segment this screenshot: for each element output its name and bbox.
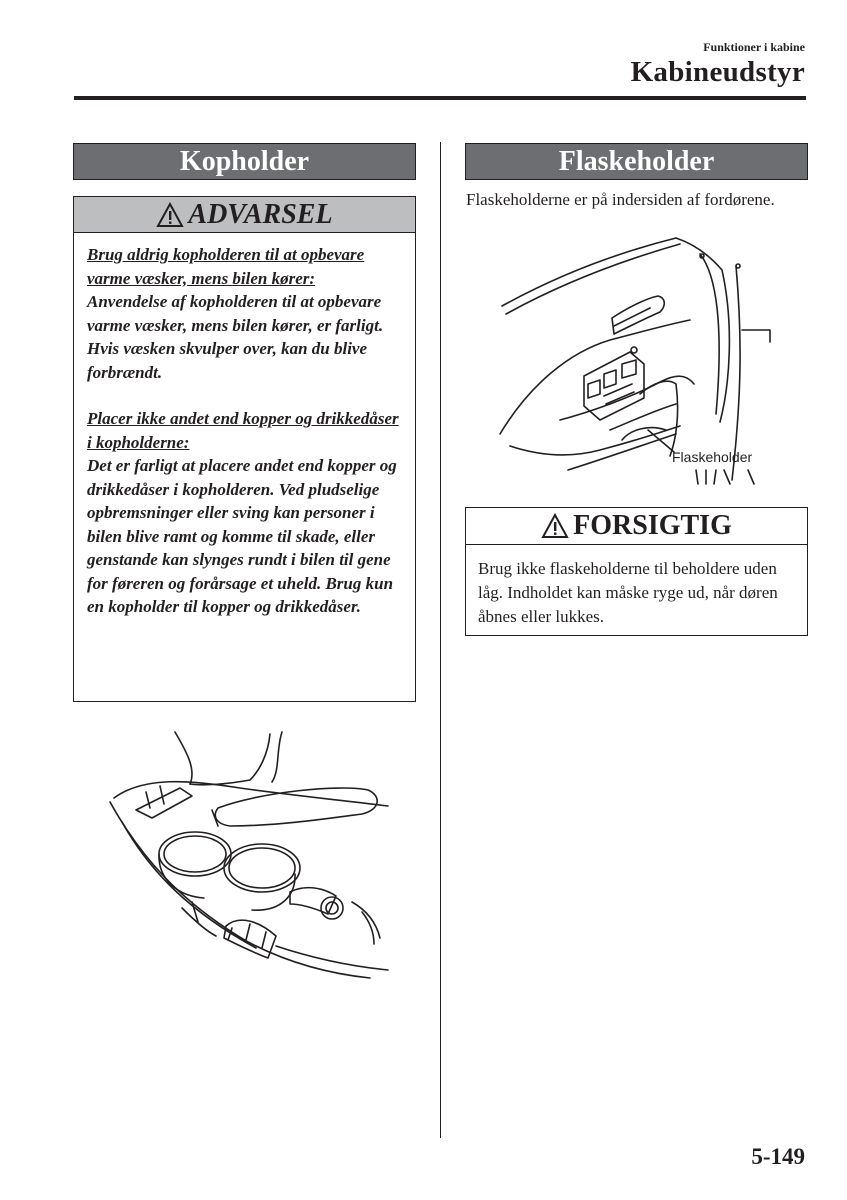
warning-item-text: Anvendelse af kopholderen til at opbevare varme væsker, mens bilen kører, er farligt. Hvis væsken skvulper over, kan du blive forbrændt. (87, 292, 384, 382)
caution-header (466, 508, 807, 545)
warning-box (73, 196, 416, 702)
page-title: Kabineudstyr (630, 56, 805, 88)
warning-label: ADVARSEL (188, 198, 333, 230)
page-number: 5-149 (751, 1144, 805, 1169)
intro-text: Flaskeholderne er på indersiden af fordørene. (466, 190, 775, 209)
cupholder-illustration (100, 726, 390, 984)
caution-text: Brug ikke flaskeholderne til beholdere uden låg. Indholdet kan måske ryge ud, når døren åbnes eller lukkes. (478, 559, 778, 626)
warning-item-text: Det er farligt at placere andet end kopper og drikkedåser i kopholderen. Ved pludselige opbremsninger eller sving kan personer i bilen blive ramt og komme til skade, eller genstande kan slynges rundt i bilen til gene for føreren og forårsage et uheld. Brug kun en kopholder til kopper og drikkedåser. (87, 456, 397, 616)
warning-header (74, 197, 415, 233)
header-rule (74, 96, 806, 100)
warning-item-heading: Placer ikke andet end kopper og drikkedåser i kopholderne: (87, 409, 399, 452)
header-section: Funktioner i kabine (703, 40, 805, 54)
door-bottle-holder-illustration (480, 234, 800, 490)
column-divider (440, 142, 441, 1138)
caution-box (465, 507, 808, 636)
caution-label: FORSIGTIG (573, 510, 732, 541)
warning-body (74, 233, 415, 619)
section-title-kopholder: Kopholder (73, 143, 416, 180)
figure-label: Flaskeholder (672, 449, 753, 465)
warning-item-heading: Brug aldrig kopholderen til at opbevare varme væsker, mens bilen kører: (87, 245, 365, 288)
section-title-flaskeholder: Flaskeholder (465, 143, 808, 180)
caution-triangle-icon (541, 513, 569, 539)
warning-triangle-icon (156, 202, 184, 228)
